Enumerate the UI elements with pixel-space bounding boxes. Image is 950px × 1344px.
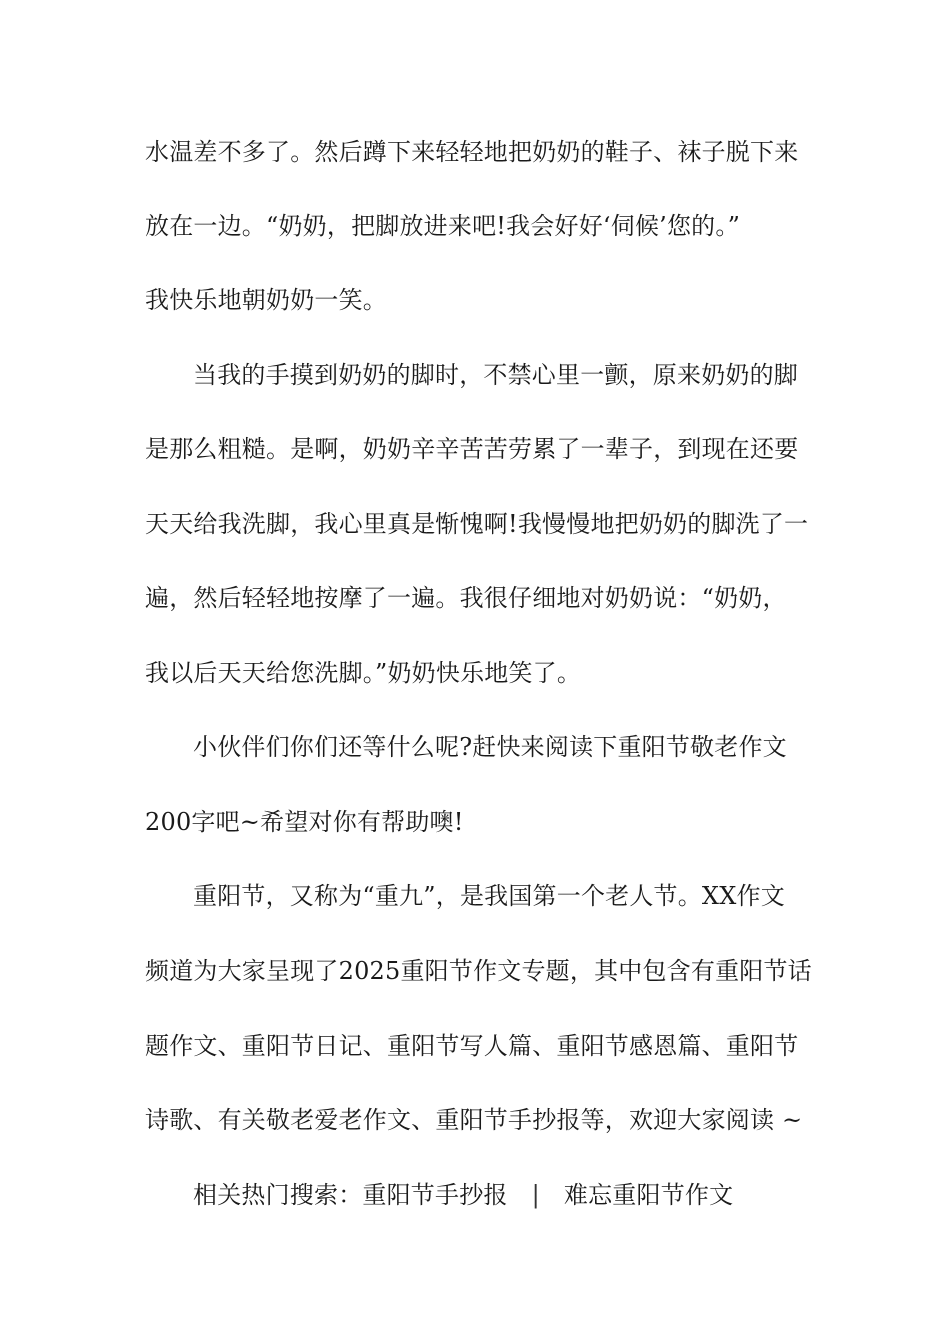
related-searches-label: 相关热门搜索： [193, 1181, 363, 1209]
paragraph-line: 天天给我洗脚，我心里真是惭愧啊!我慢慢地把奶奶的脚洗了一 [145, 510, 809, 538]
paragraph-line: 我快乐地朝奶奶一笑。 [145, 286, 387, 314]
paragraph-line: 重阳节，又称为“重九”，是我国第一个老人节。XX作文 [193, 882, 785, 910]
related-link-memorable-essay[interactable]: 难忘重阳节作文 [563, 1181, 734, 1209]
paragraph-line: 水温差不多了。然后蹲下来轻轻地把奶奶的鞋子、袜子脱下来 [145, 138, 799, 166]
related-searches [193, 1177, 810, 1213]
related-separator: | [531, 1181, 540, 1209]
paragraph-line: 遍，然后轻轻地按摩了一遍。我很仔细地对奶奶说：“奶奶， [145, 584, 787, 612]
paragraph-line: 频道为大家呈现了2025重阳节作文专题，其中包含有重阳节话 [145, 957, 812, 985]
paragraph-line: 是那么粗糙。是啊，奶奶辛辛苦苦劳累了一辈子，到现在还要 [145, 435, 799, 463]
paragraph-line: 诗歌、有关敬老爱老作文、重阳节手抄报等，欢迎大家阅读 ~ [145, 1106, 803, 1134]
paragraph-line: 题作文、重阳节日记、重阳节写人篇、重阳节感恩篇、重阳节 [145, 1032, 799, 1060]
paragraph-line: 放在一边。“奶奶，把脚放进来吧!我会好好‘伺候’您的。” [145, 212, 741, 240]
paragraph-line: 当我的手摸到奶奶的脚时，不禁心里一颤，原来奶奶的脚 [193, 361, 798, 389]
related-link-handcopy-newspaper[interactable]: 重阳节手抄报 [362, 1181, 508, 1209]
paragraph-line: 小伙伴们你们还等什么呢?赶快来阅读下重阳节敬老作文 [193, 733, 787, 761]
paragraph-line: 我以后天天给您洗脚。”奶奶快乐地笑了。 [145, 659, 582, 687]
paragraph-line: 200字吧~希望对你有帮助噢! [145, 808, 464, 836]
